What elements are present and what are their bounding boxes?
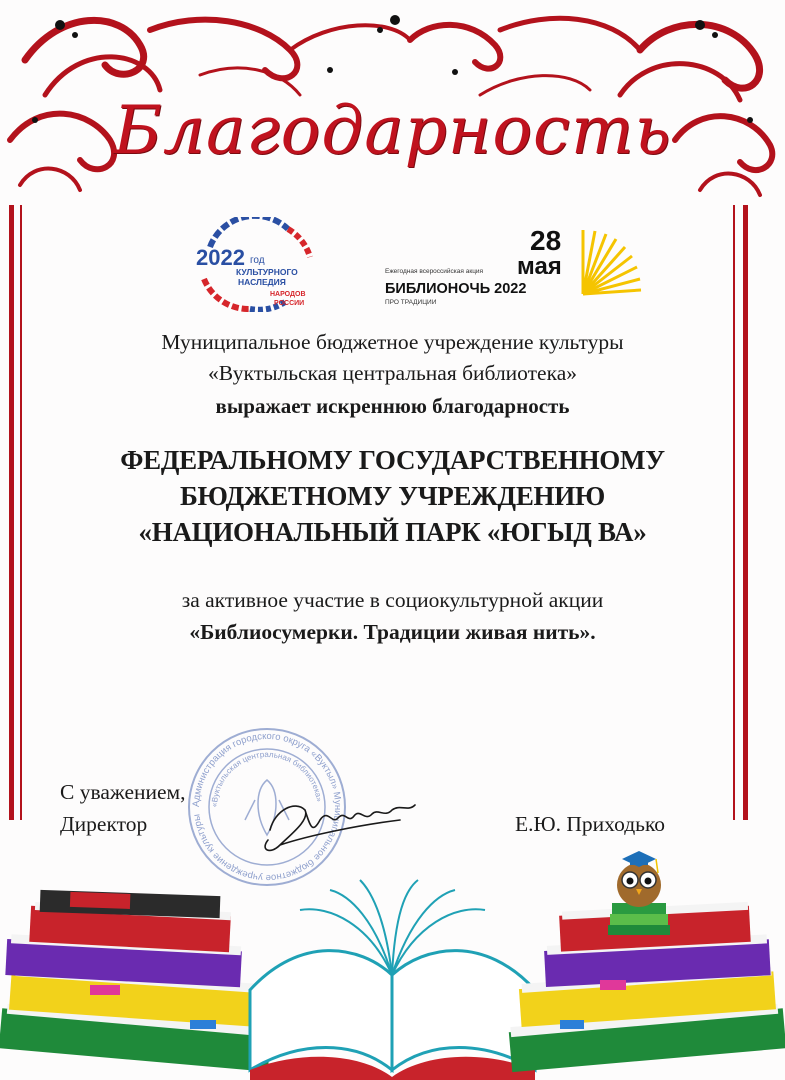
biblionoch-month: мая [517, 253, 562, 280]
frame-right-inner [733, 205, 735, 820]
biblionoch-day: 28 [530, 225, 562, 256]
frame-left-inner [20, 205, 22, 820]
page-title: Благодарность [113, 92, 672, 169]
reason-line-1: за активное участие в социокультурной акции [181, 588, 604, 612]
heritage-year: 2022 [196, 245, 245, 270]
thanks-line: выражает искреннюю благодарность [215, 394, 570, 418]
director-position: Директор [60, 812, 148, 836]
biblionoch-sub: ПРО ТРАДИЦИИ [385, 299, 437, 306]
heritage-line1: КУЛЬТУРНОГО [236, 267, 298, 277]
heritage-line3: НАРОДОВ [270, 291, 306, 298]
stamp-text-outer: Администрация городского округа «Вуктыл» Муниципальное бюджетное учреждение культуры [190, 730, 344, 884]
heritage-year-logo [190, 217, 320, 312]
stamp-text-inner: «Вуктыльская центральная библиотека» [209, 749, 324, 808]
frame-right-outer [743, 205, 748, 820]
regards-text: С уважением, [60, 780, 186, 804]
heritage-line2: НАСЛЕДИЯ [238, 277, 286, 287]
books-illustration [0, 815, 785, 1080]
recipient-line-1: ФЕДЕРАЛЬНОМУ ГОСУДАРСТВЕННОМУ [120, 445, 665, 475]
organization-line-1: Муниципальное бюджетное учреждение культуры [161, 330, 624, 354]
recipient-line-2: БЮДЖЕТНОМУ УЧРЕЖДЕНИЮ [179, 481, 606, 511]
recipient-line-3: «НАЦИОНАЛЬНЫЙ ПАРК «ЮГЫД ВА» [138, 517, 647, 547]
director-name: Е.Ю. Приходько [515, 812, 666, 836]
biblionoch-logo [383, 222, 648, 307]
biblionoch-name: БИБЛИОНОЧЬ 2022 [385, 281, 527, 297]
organization-line-2: «Вуктыльская центральная библиотека» [207, 361, 577, 385]
heritage-god: год [250, 255, 265, 266]
frame-left-outer [9, 205, 14, 820]
biblionoch-tagline: Ежегодная всероссийская акция [385, 268, 484, 275]
reason-line-2: «Библиосумерки. Традиции живая нить». [189, 620, 596, 644]
heritage-line4: РОССИИ [274, 300, 305, 307]
